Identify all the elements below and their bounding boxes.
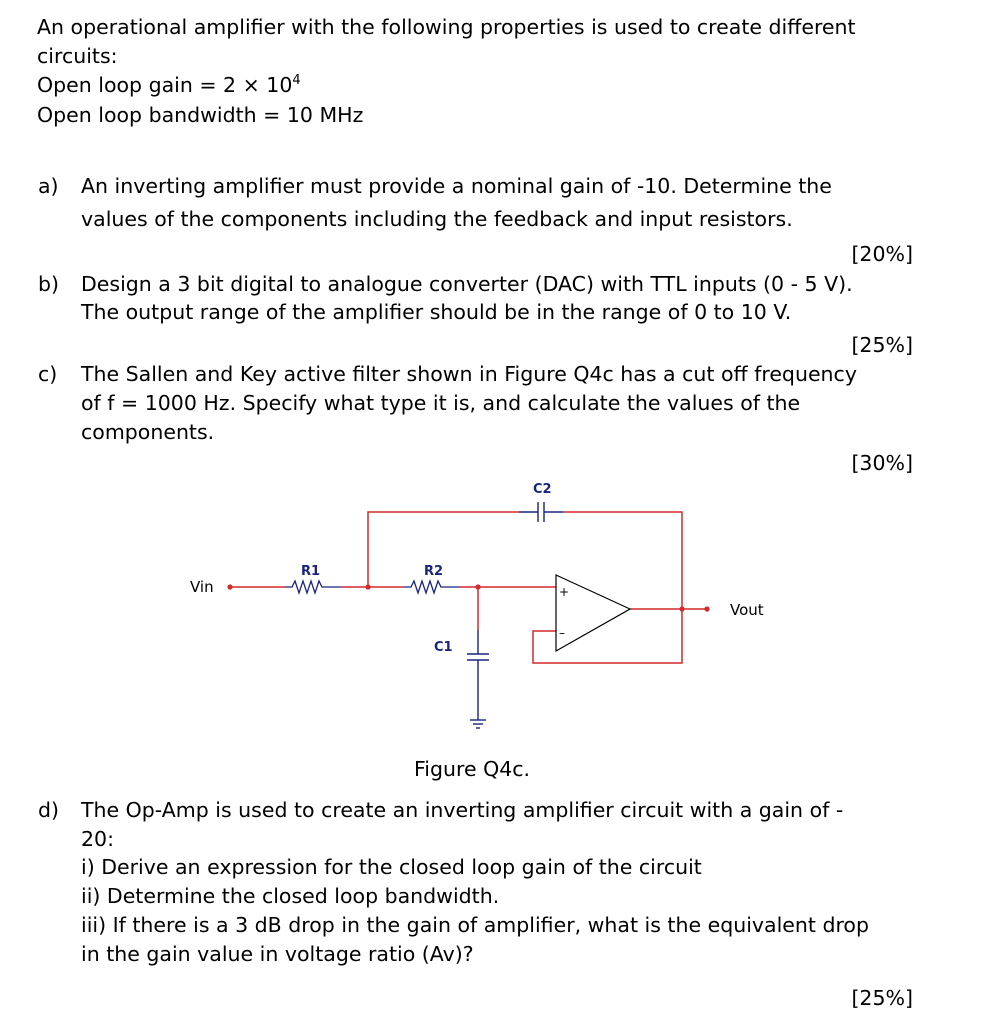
question-b-line-1: Design a 3 bit digital to analogue converter (DAC) with TTL inputs (0 - 5 V). — [81, 272, 853, 296]
label-c2: C2 — [533, 482, 552, 497]
ground-symbol — [470, 716, 486, 728]
question-d-line-1: The Op-Amp is used to create an inverting amplifier circuit with a gain of - — [81, 798, 844, 822]
question-d-sub-i: i) Derive an expression for the closed loop gain of the circuit — [81, 855, 702, 879]
question-d-sub-iii-cont: in the gain value in voltage ratio (Av)? — [81, 942, 474, 966]
question-a-mark: [20%] — [851, 242, 913, 266]
label-r1: R1 — [301, 564, 321, 579]
intro-line-2: circuits: — [37, 44, 118, 68]
question-d-sub-iii: iii) If there is a 3 dB drop in the gain of amplifier, what is the equivalent drop — [81, 913, 869, 937]
opamp-plus-sign: + — [559, 585, 570, 599]
capacitor-c1 — [467, 630, 489, 716]
circuit-junctions — [227, 584, 709, 611]
circuit-wires — [230, 512, 707, 663]
opamp-minus-sign: – — [559, 626, 565, 640]
question-c-mark: [30%] — [851, 451, 913, 475]
open-loop-gain-text: Open loop gain = 2 × 10 — [37, 73, 293, 97]
question-c-marker: c) — [38, 362, 58, 386]
label-vout: Vout — [730, 601, 764, 619]
question-d-mark: [25%] — [851, 986, 913, 1010]
question-a-line-2: values of the components including the feedback and input resistors. — [81, 207, 793, 231]
resistor-r2 — [404, 581, 460, 593]
terminal-vin — [227, 584, 232, 589]
question-a-line-1: An inverting amplifier must provide a nominal gain of -10. Determine the — [81, 174, 832, 198]
question-a-marker: a) — [38, 174, 59, 198]
junction-node-a — [365, 584, 370, 589]
label-c1: C1 — [434, 640, 453, 655]
terminal-vout — [704, 606, 709, 611]
question-d-line-2: 20: — [81, 827, 114, 851]
junction-output — [679, 606, 684, 611]
question-b-marker: b) — [38, 272, 60, 296]
label-vin: Vin — [190, 578, 214, 596]
label-r2: R2 — [424, 564, 444, 579]
figure-caption: Figure Q4c. — [414, 757, 531, 781]
question-d-sub-ii: ii) Determine the closed loop bandwidth. — [81, 884, 500, 908]
question-c-line-2: of f = 1000 Hz. Specify what type it is, and calculate the values of the — [81, 391, 801, 415]
open-loop-bandwidth: Open loop bandwidth = 10 MHz — [37, 103, 364, 127]
question-c-line-3: components. — [81, 420, 215, 444]
question-b-line-2: The output range of the amplifier should be in the range of 0 to 10 V. — [81, 300, 792, 324]
question-b-mark: [25%] — [851, 333, 913, 357]
capacitor-c2 — [519, 502, 563, 522]
junction-node-b — [475, 584, 480, 589]
resistor-r1 — [285, 581, 341, 593]
intro-line-1: An operational amplifier with the following properties is used to create different — [37, 15, 856, 39]
open-loop-gain-exponent: 4 — [292, 73, 301, 88]
question-c-line-1: The Sallen and Key active filter shown in Figure Q4c has a cut off frequency — [81, 362, 857, 386]
wire-feedback-left — [368, 512, 519, 587]
question-d-marker: d) — [38, 798, 60, 822]
